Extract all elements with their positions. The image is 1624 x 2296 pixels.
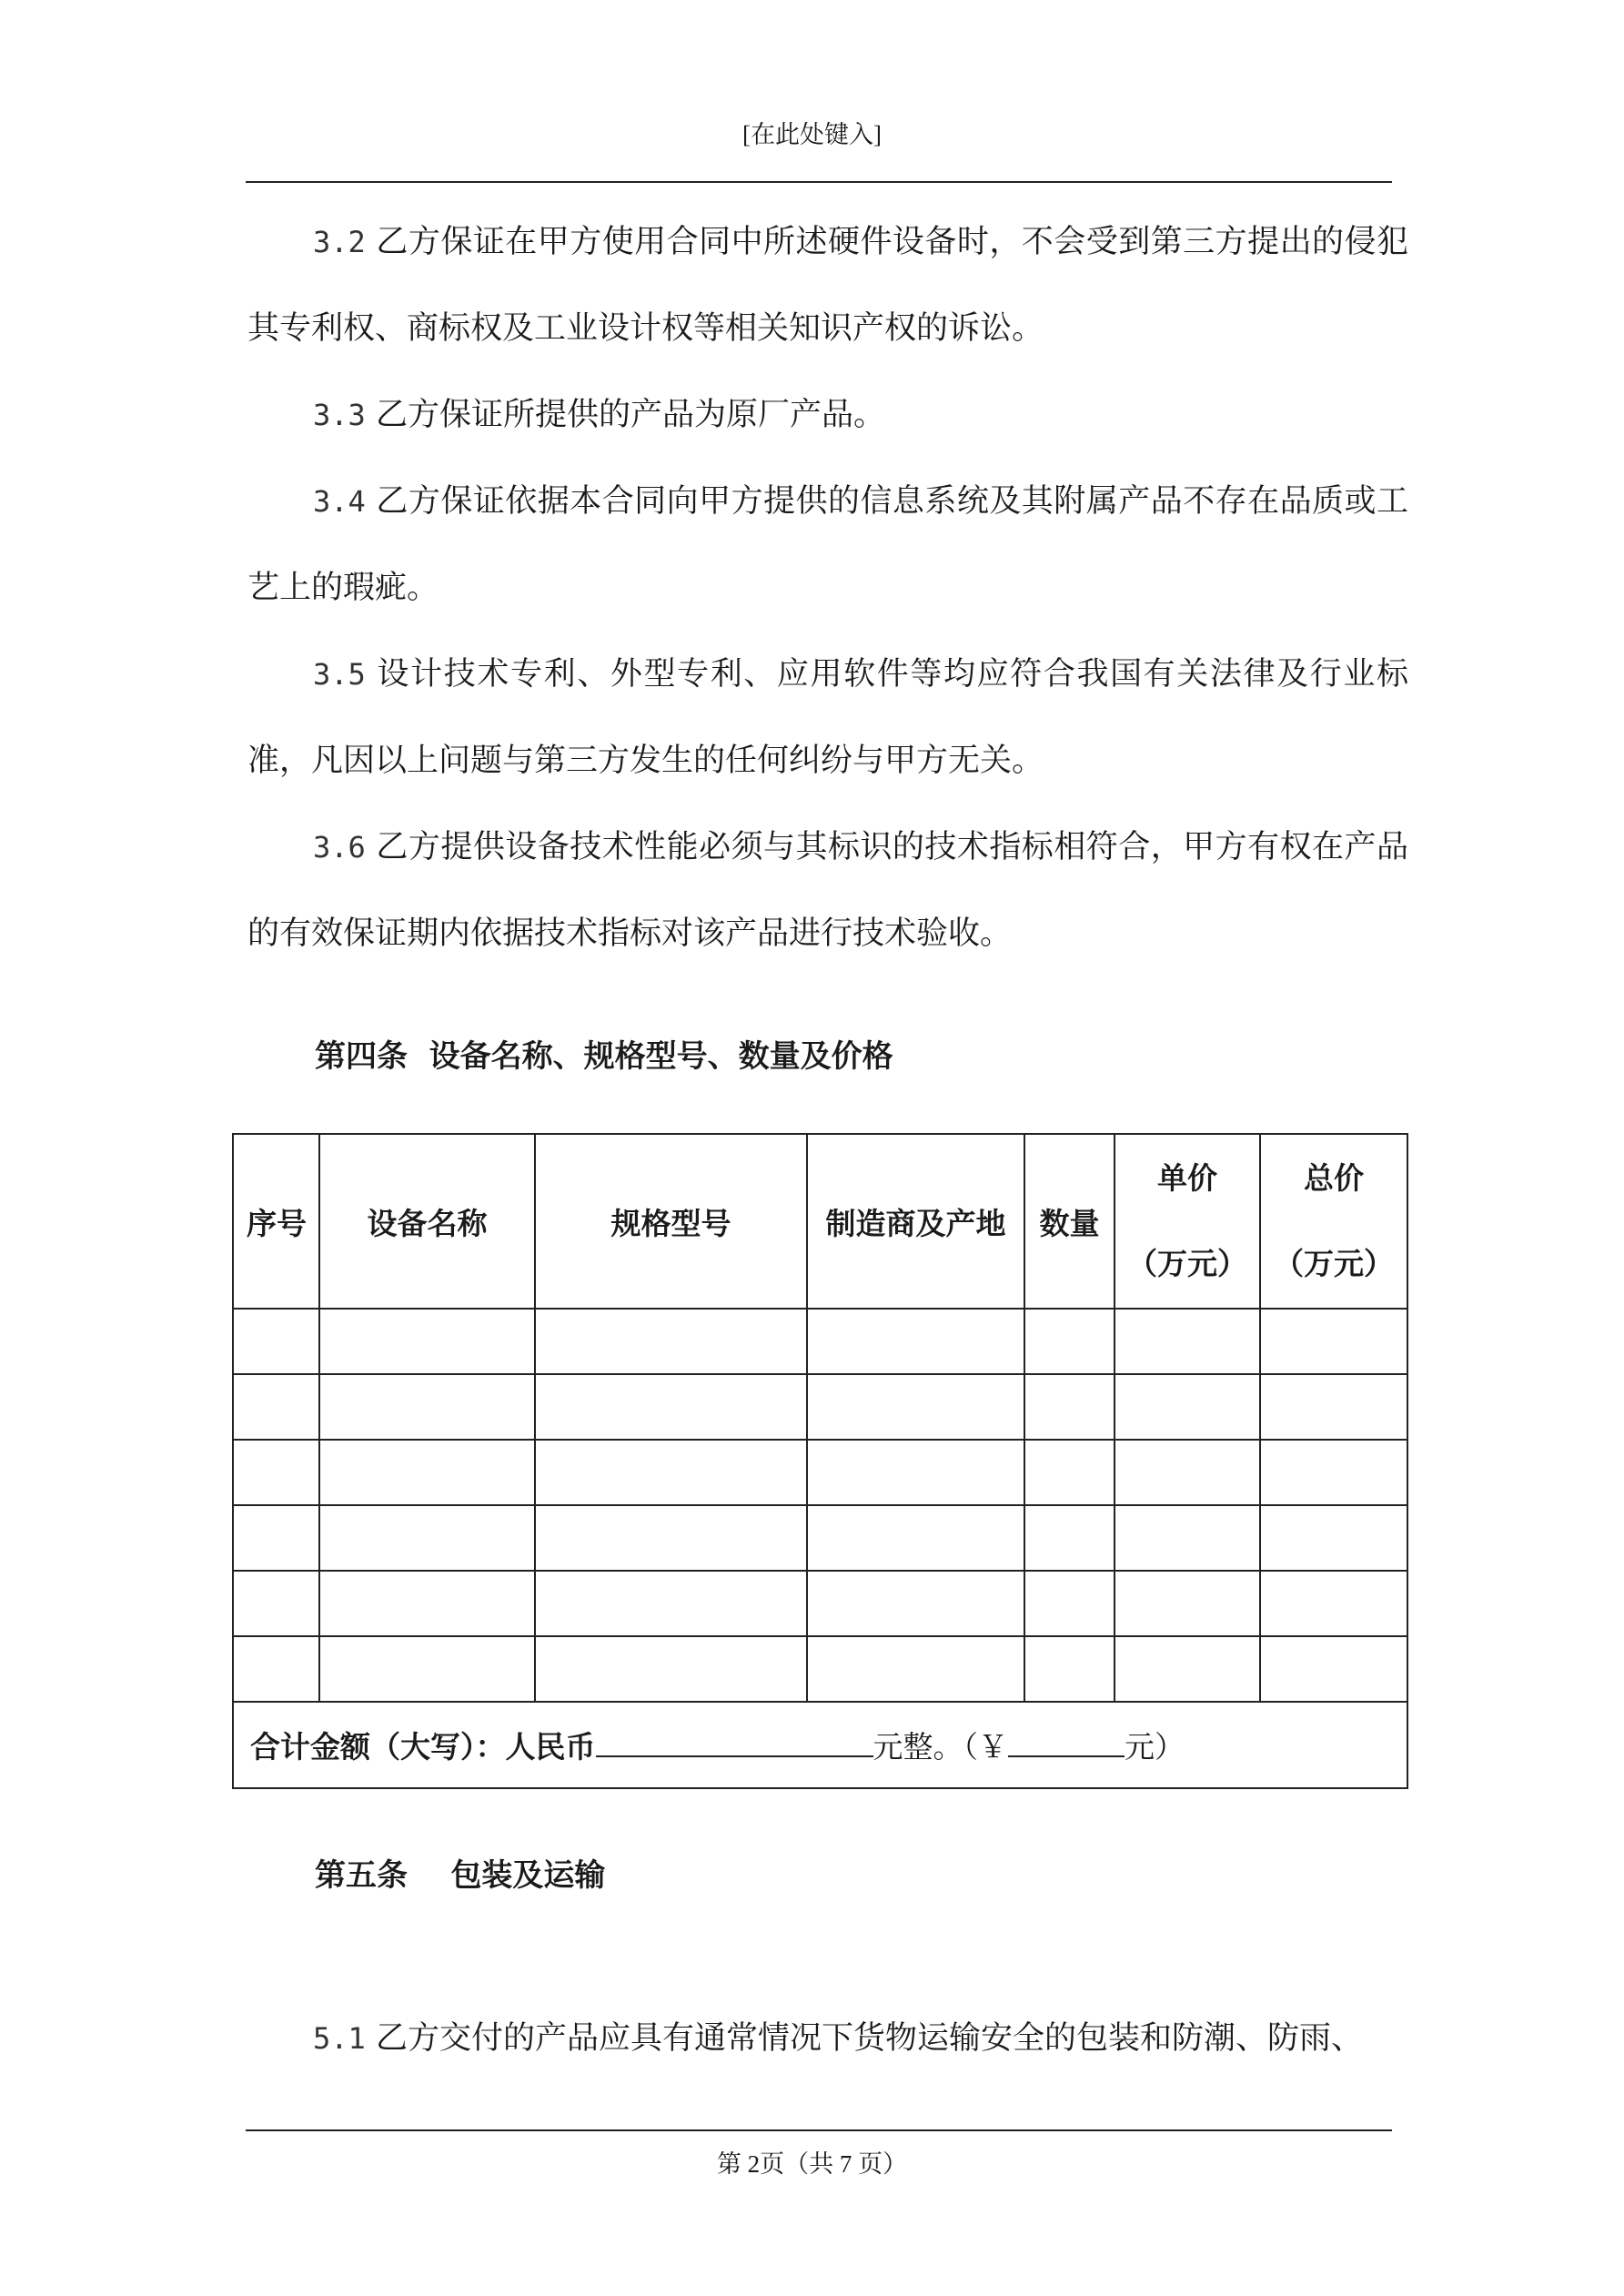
col-header-total-price-line1: 总价 — [1304, 1160, 1364, 1196]
table-cell[interactable] — [807, 1505, 1024, 1571]
col-header-name: 设备名称 — [319, 1134, 535, 1309]
amount-figure-blank[interactable] — [1008, 1728, 1125, 1757]
table-cell[interactable] — [1115, 1374, 1260, 1440]
table-cell[interactable] — [233, 1440, 319, 1505]
page-footer: 第 2页（共 7 页） — [716, 2150, 908, 2178]
col-header-unit-price-line1: 单价 — [1157, 1160, 1217, 1196]
footer-rule — [246, 2129, 1392, 2131]
table-row — [233, 1374, 1407, 1440]
table-cell[interactable] — [319, 1440, 535, 1505]
table-cell[interactable] — [1024, 1374, 1115, 1440]
table-cell[interactable] — [1260, 1571, 1407, 1636]
table-cell[interactable] — [807, 1440, 1024, 1505]
table-cell[interactable] — [1115, 1440, 1260, 1505]
clause-4-heading: 第四条 设备名称、规格型号、数量及价格 — [315, 1038, 893, 1075]
table-cell[interactable] — [233, 1571, 319, 1636]
table-cell[interactable] — [535, 1374, 807, 1440]
table-row — [233, 1636, 1407, 1702]
clause-5-1 — [247, 1996, 1408, 2082]
clause-5-heading: 第五条 包装及运输 — [315, 1857, 606, 1894]
total-amount-middle: 元整。（￥ — [873, 1729, 1008, 1765]
table-cell[interactable] — [1260, 1309, 1407, 1374]
clause-text: 乙方保证所提供的产品为原厂产品。 — [375, 397, 885, 433]
total-amount-end: 元） — [1125, 1729, 1185, 1765]
table-cell[interactable] — [1024, 1636, 1115, 1702]
table-cell[interactable] — [1260, 1374, 1407, 1440]
table-cell[interactable] — [319, 1571, 535, 1636]
table-cell[interactable] — [535, 1309, 807, 1374]
col-header-qty: 数量 — [1024, 1134, 1115, 1309]
clause-text: 乙方保证依据本合同向甲方提供的信息系统及其附属产品不存在品质或工艺上的瑕疵。 — [247, 483, 1408, 606]
clause-3-4 — [247, 459, 1408, 632]
table-row — [233, 1571, 1407, 1636]
clause-number: 3.6 — [313, 830, 366, 865]
clause-number: 3.4 — [313, 484, 366, 519]
table-cell[interactable] — [535, 1440, 807, 1505]
header-rule — [246, 181, 1392, 183]
table-cell[interactable] — [1024, 1440, 1115, 1505]
clause-number: 3.5 — [313, 657, 366, 692]
clause-number: 5.1 — [313, 2021, 366, 2056]
table-cell[interactable] — [1024, 1309, 1115, 1374]
table-cell[interactable] — [1260, 1440, 1407, 1505]
total-amount-label: 合计金额（大写）：人民币 — [250, 1729, 596, 1765]
col-header-model: 规格型号 — [535, 1134, 807, 1309]
table-cell[interactable] — [1260, 1505, 1407, 1571]
table-cell[interactable] — [535, 1636, 807, 1702]
table-cell[interactable] — [233, 1309, 319, 1374]
table-cell[interactable] — [807, 1374, 1024, 1440]
col-header-unit-price-line2: （万元） — [1127, 1246, 1247, 1281]
table-cell[interactable] — [535, 1571, 807, 1636]
table-cell[interactable] — [233, 1374, 319, 1440]
clause-text: 设计技术专利、外型专利、应用软件等均应符合我国有关法律及行业标准，凡因以上问题与第三方发生的任何纠纷与甲方无关。 — [247, 656, 1408, 779]
table-row — [233, 1440, 1407, 1505]
table-header-row — [233, 1134, 1407, 1309]
clause-3-3 — [247, 372, 1408, 459]
table-cell[interactable] — [1115, 1309, 1260, 1374]
table-cell[interactable] — [1260, 1636, 1407, 1702]
clause-number: 3.3 — [313, 398, 366, 432]
table-row — [233, 1505, 1407, 1571]
table-cell[interactable] — [1024, 1505, 1115, 1571]
clause-3-5 — [247, 632, 1408, 804]
table-cell[interactable] — [1024, 1571, 1115, 1636]
table-cell[interactable] — [233, 1505, 319, 1571]
table-cell[interactable] — [807, 1309, 1024, 1374]
amount-words-blank[interactable] — [596, 1728, 873, 1757]
clause-text: 乙方保证在甲方使用合同中所述硬件设备时，不会受到第三方提出的侵犯其专利权、商标权及工业设计权等相关知识产权的诉讼。 — [247, 224, 1408, 347]
total-row — [233, 1702, 1407, 1788]
total-amount-cell — [233, 1702, 1407, 1788]
equipment-table — [232, 1133, 1408, 1789]
table-cell[interactable] — [807, 1636, 1024, 1702]
table-cell[interactable] — [319, 1309, 535, 1374]
col-header-total-price — [1260, 1134, 1407, 1309]
table-cell[interactable] — [807, 1571, 1024, 1636]
col-header-total-price-line2: （万元） — [1274, 1246, 1394, 1281]
col-header-seq: 序号 — [233, 1134, 319, 1309]
table-row — [233, 1309, 1407, 1374]
table-cell[interactable] — [1115, 1571, 1260, 1636]
table-cell[interactable] — [1115, 1505, 1260, 1571]
table-cell[interactable] — [233, 1636, 319, 1702]
table-cell[interactable] — [319, 1636, 535, 1702]
table-cell[interactable] — [319, 1374, 535, 1440]
table-cell[interactable] — [535, 1505, 807, 1571]
table-cell[interactable] — [1115, 1636, 1260, 1702]
col-header-maker: 制造商及产地 — [807, 1134, 1024, 1309]
col-header-unit-price — [1115, 1134, 1260, 1309]
clause-text: 乙方提供设备技术性能必须与其标识的技术指标相符合，甲方有权在产品的有效保证期内依据技术指标对该产品进行技术验收。 — [247, 829, 1408, 952]
page-header: [在此处键入] — [742, 121, 882, 148]
clause-3-6 — [247, 804, 1408, 977]
clause-3-2 — [247, 199, 1408, 372]
clause-text: 乙方交付的产品应具有通常情况下货物运输安全的包装和防潮、防雨、 — [375, 2020, 1363, 2057]
clause-number: 3.2 — [313, 225, 366, 259]
table-cell[interactable] — [319, 1505, 535, 1571]
